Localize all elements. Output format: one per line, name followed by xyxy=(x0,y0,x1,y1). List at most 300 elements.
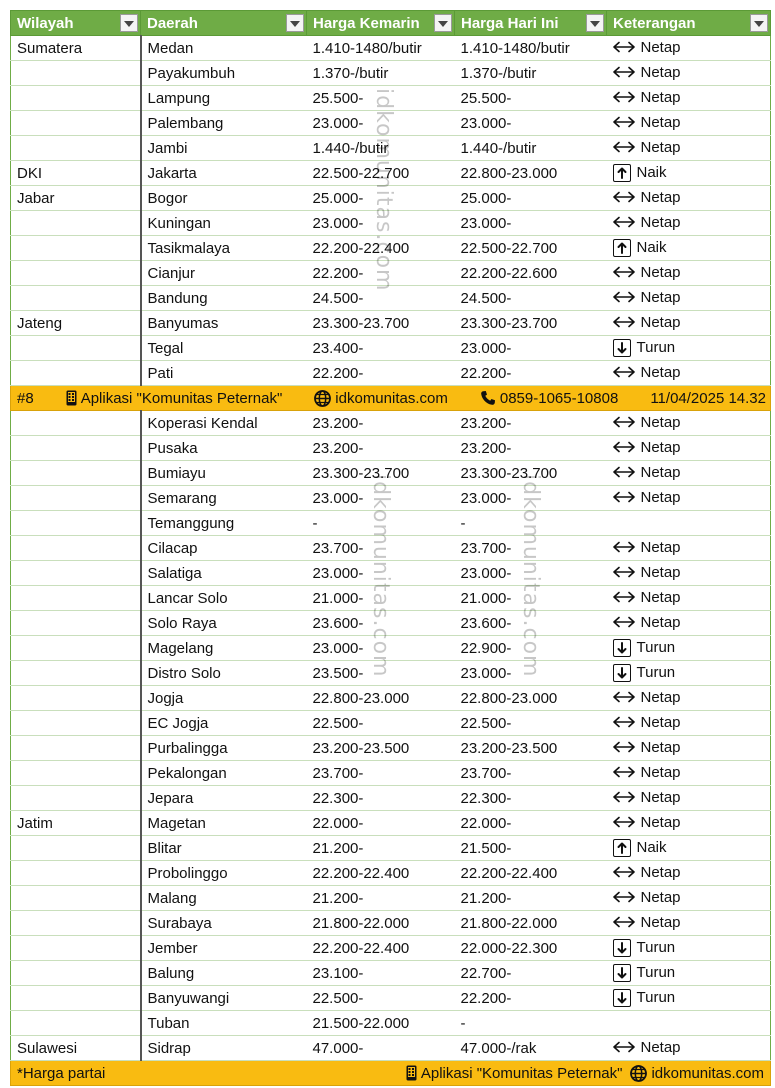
cell-harga-kemarin[interactable]: 23.000- xyxy=(307,111,455,136)
status-label: Netap xyxy=(640,813,681,831)
cell-keterangan[interactable] xyxy=(607,361,771,386)
cell-harga-kemarin[interactable]: 21.200- xyxy=(307,836,455,861)
cell-daerah[interactable]: Semarang xyxy=(141,486,307,511)
left-right-arrow-icon xyxy=(613,566,635,578)
cell-wilayah[interactable] xyxy=(11,886,141,911)
status-label: Netap xyxy=(640,763,681,781)
down-arrow-icon xyxy=(613,964,631,982)
cell-harga-hari-ini[interactable]: 23.200- xyxy=(455,411,607,436)
cell-wilayah[interactable] xyxy=(11,536,141,561)
table-row xyxy=(11,261,771,286)
cell-keterangan[interactable] xyxy=(607,436,771,461)
up-arrow-icon xyxy=(613,839,631,857)
cell-keterangan[interactable] xyxy=(607,286,771,311)
left-right-arrow-icon xyxy=(613,916,635,928)
status-label: Netap xyxy=(640,888,681,906)
cell-harga-kemarin[interactable]: 23.400- xyxy=(307,336,455,361)
cell-harga-kemarin[interactable]: 22.500-22.700 xyxy=(307,161,455,186)
cell-daerah[interactable]: Payakumbuh xyxy=(141,61,307,86)
cell-wilayah[interactable] xyxy=(11,261,141,286)
table-row xyxy=(11,411,771,436)
cell-harga-kemarin[interactable]: 22.200- xyxy=(307,361,455,386)
down-arrow-icon xyxy=(613,939,631,957)
cell-wilayah[interactable] xyxy=(11,711,141,736)
phone-app-icon xyxy=(406,1065,417,1081)
cell-keterangan[interactable] xyxy=(607,611,771,636)
cell-harga-hari-ini[interactable]: 22.800-23.000 xyxy=(455,161,607,186)
cell-harga-kemarin[interactable]: 23.000- xyxy=(307,561,455,586)
left-right-arrow-icon xyxy=(613,441,635,453)
cell-harga-kemarin[interactable]: 23.000- xyxy=(307,486,455,511)
cell-daerah[interactable]: Kuningan xyxy=(141,211,307,236)
left-right-arrow-icon xyxy=(613,616,635,628)
cell-harga-kemarin[interactable]: 22.200-22.400 xyxy=(307,861,455,886)
cell-wilayah[interactable] xyxy=(11,836,141,861)
left-right-arrow-icon xyxy=(613,366,635,378)
banner-phone[interactable]: 0859-1065-10808 xyxy=(480,390,618,407)
cell-keterangan[interactable] xyxy=(607,111,771,136)
left-right-arrow-icon xyxy=(613,266,635,278)
cell-harga-hari-ini[interactable]: 1.410-1480/butir xyxy=(455,36,607,61)
cell-daerah[interactable]: Malang xyxy=(141,886,307,911)
cell-wilayah[interactable]: Jatim xyxy=(11,811,141,836)
cell-harga-hari-ini[interactable]: 23.300-23.700 xyxy=(455,311,607,336)
cell-daerah[interactable]: Salatiga xyxy=(141,561,307,586)
cell-harga-kemarin[interactable]: 21.800-22.000 xyxy=(307,911,455,936)
cell-wilayah[interactable] xyxy=(11,561,141,586)
cell-keterangan[interactable] xyxy=(607,186,771,211)
cell-daerah[interactable]: Medan xyxy=(141,36,307,61)
status-label: Netap xyxy=(640,488,681,506)
left-right-arrow-icon xyxy=(613,141,635,153)
left-right-arrow-icon xyxy=(613,1041,635,1053)
cell-daerah[interactable]: Banyumas xyxy=(141,311,307,336)
up-arrow-icon xyxy=(613,239,631,257)
status-label: Netap xyxy=(640,113,681,131)
left-right-arrow-icon xyxy=(613,816,635,828)
table-row xyxy=(11,961,771,986)
cell-wilayah[interactable] xyxy=(11,486,141,511)
phone-icon xyxy=(480,390,496,406)
left-right-arrow-icon xyxy=(613,716,635,728)
cell-harga-kemarin[interactable]: 22.500- xyxy=(307,711,455,736)
cell-wilayah[interactable] xyxy=(11,461,141,486)
status-label: Naik xyxy=(636,239,667,256)
cell-daerah[interactable]: Blitar xyxy=(141,836,307,861)
cell-wilayah[interactable] xyxy=(11,911,141,936)
cell-harga-kemarin[interactable]: 25.500- xyxy=(307,86,455,111)
left-right-arrow-icon xyxy=(613,66,635,78)
status-label: Turun xyxy=(636,664,676,681)
cell-harga-kemarin[interactable]: 22.200-22.400 xyxy=(307,936,455,961)
cell-harga-hari-ini[interactable]: 22.900- xyxy=(455,636,607,661)
cell-harga-hari-ini[interactable]: 23.300-23.700 xyxy=(455,461,607,486)
status-label: Netap xyxy=(640,188,681,206)
banner-number: #8 xyxy=(17,389,34,407)
cell-daerah[interactable]: Palembang xyxy=(141,111,307,136)
table-row xyxy=(11,561,771,586)
globe-icon xyxy=(630,1065,647,1082)
status-label: Netap xyxy=(640,38,681,56)
cell-daerah[interactable]: Magelang xyxy=(141,636,307,661)
cell-wilayah[interactable] xyxy=(11,661,141,686)
cell-keterangan[interactable] xyxy=(607,811,771,836)
cell-wilayah[interactable] xyxy=(11,511,141,536)
cell-harga-hari-ini[interactable]: 22.200-22.400 xyxy=(455,861,607,886)
left-right-arrow-icon xyxy=(613,216,635,228)
header-row xyxy=(11,11,771,36)
cell-keterangan[interactable] xyxy=(607,986,771,1011)
cell-keterangan[interactable] xyxy=(607,861,771,886)
cell-harga-hari-ini[interactable]: 25.000- xyxy=(455,186,607,211)
left-right-arrow-icon xyxy=(613,291,635,303)
cell-harga-kemarin[interactable]: 22.300- xyxy=(307,786,455,811)
cell-wilayah[interactable] xyxy=(11,211,141,236)
cell-harga-hari-ini[interactable]: 23.000- xyxy=(455,486,607,511)
cell-keterangan[interactable] xyxy=(607,261,771,286)
cell-harga-kemarin[interactable]: 23.100- xyxy=(307,961,455,986)
table-row xyxy=(11,286,771,311)
cell-harga-kemarin[interactable]: 22.200- xyxy=(307,261,455,286)
cell-harga-hari-ini[interactable]: 22.500-22.700 xyxy=(455,236,607,261)
footer-note: *Harga partai xyxy=(17,1064,106,1082)
cell-daerah[interactable]: Magetan xyxy=(141,811,307,836)
cell-daerah[interactable]: Lampung xyxy=(141,86,307,111)
cell-daerah[interactable]: Bumiayu xyxy=(141,461,307,486)
cell-daerah[interactable]: Jogja xyxy=(141,686,307,711)
table-row xyxy=(11,211,771,236)
footer-site[interactable]: idkomunitas.com xyxy=(651,1064,764,1082)
phone-app-icon xyxy=(66,390,77,406)
left-right-arrow-icon xyxy=(613,541,635,553)
cell-keterangan[interactable] xyxy=(607,911,771,936)
cell-harga-hari-ini[interactable]: - xyxy=(455,1011,607,1036)
cell-daerah[interactable]: Bandung xyxy=(141,286,307,311)
status-label: Netap xyxy=(640,863,681,881)
cell-keterangan[interactable] xyxy=(607,1011,771,1036)
cell-harga-hari-ini[interactable]: 23.700- xyxy=(455,761,607,786)
cell-harga-kemarin[interactable]: 1.410-1480/butir xyxy=(307,36,455,61)
cell-keterangan[interactable] xyxy=(607,1036,771,1061)
cell-daerah[interactable]: Surabaya xyxy=(141,911,307,936)
status-label: Netap xyxy=(640,688,681,706)
cell-wilayah[interactable] xyxy=(11,961,141,986)
cell-wilayah[interactable] xyxy=(11,136,141,161)
status-label: Netap xyxy=(640,613,681,631)
cell-harga-kemarin[interactable]: 23.600- xyxy=(307,611,455,636)
cell-harga-hari-ini[interactable]: 22.200- xyxy=(455,361,607,386)
cell-harga-kemarin[interactable]: 22.500- xyxy=(307,986,455,1011)
status-label: Netap xyxy=(640,738,681,756)
cell-keterangan[interactable] xyxy=(607,536,771,561)
filter-dropdown-icon[interactable] xyxy=(120,14,138,32)
cell-wilayah[interactable] xyxy=(11,1011,141,1036)
cell-keterangan[interactable] xyxy=(607,836,771,861)
cell-harga-hari-ini[interactable]: 22.700- xyxy=(455,961,607,986)
cell-harga-hari-ini[interactable]: 24.500- xyxy=(455,286,607,311)
status-label: Netap xyxy=(640,713,681,731)
header-harga-hari-ini: Harga Hari Ini xyxy=(455,11,607,36)
cell-daerah[interactable]: Jambi xyxy=(141,136,307,161)
cell-harga-kemarin[interactable]: - xyxy=(307,511,455,536)
cell-wilayah[interactable] xyxy=(11,761,141,786)
cell-wilayah[interactable] xyxy=(11,861,141,886)
cell-daerah[interactable]: EC Jogja xyxy=(141,711,307,736)
cell-harga-hari-ini[interactable]: 23.000- xyxy=(455,111,607,136)
cell-harga-hari-ini[interactable]: 23.000- xyxy=(455,336,607,361)
cell-daerah[interactable]: Tasikmalaya xyxy=(141,236,307,261)
cell-wilayah[interactable] xyxy=(11,361,141,386)
cell-keterangan[interactable] xyxy=(607,461,771,486)
cell-keterangan[interactable] xyxy=(607,136,771,161)
cell-harga-kemarin[interactable]: 22.200-22.400 xyxy=(307,236,455,261)
table-row xyxy=(11,686,771,711)
banner-site[interactable]: idkomunitas.com xyxy=(314,390,448,407)
price-table xyxy=(10,10,771,1086)
cell-wilayah[interactable]: Jabar xyxy=(11,186,141,211)
cell-harga-kemarin[interactable]: 22.800-23.000 xyxy=(307,686,455,711)
cell-wilayah[interactable] xyxy=(11,436,141,461)
cell-daerah[interactable]: Solo Raya xyxy=(141,611,307,636)
cell-keterangan[interactable] xyxy=(607,336,771,361)
cell-harga-kemarin[interactable]: 23.000- xyxy=(307,636,455,661)
header-harga-kemarin: Harga Kemarin xyxy=(307,11,455,36)
cell-wilayah[interactable] xyxy=(11,936,141,961)
cell-harga-hari-ini[interactable]: 22.000- xyxy=(455,811,607,836)
cell-harga-hari-ini[interactable]: 22.300- xyxy=(455,786,607,811)
status-label: Netap xyxy=(640,588,681,606)
cell-keterangan[interactable] xyxy=(607,686,771,711)
filter-dropdown-icon[interactable] xyxy=(434,14,452,32)
cell-keterangan[interactable] xyxy=(607,736,771,761)
cell-harga-hari-ini[interactable]: 22.200-22.600 xyxy=(455,261,607,286)
cell-wilayah[interactable] xyxy=(11,86,141,111)
cell-keterangan[interactable] xyxy=(607,936,771,961)
cell-daerah[interactable]: Lancar Solo xyxy=(141,586,307,611)
cell-daerah[interactable]: Koperasi Kendal xyxy=(141,411,307,436)
cell-harga-kemarin[interactable]: 23.200- xyxy=(307,436,455,461)
cell-harga-hari-ini[interactable]: 23.600- xyxy=(455,611,607,636)
cell-daerah[interactable]: Tegal xyxy=(141,336,307,361)
status-label: Turun xyxy=(636,964,676,981)
cell-wilayah[interactable] xyxy=(11,686,141,711)
cell-keterangan[interactable] xyxy=(607,561,771,586)
cell-daerah[interactable]: Banyuwangi xyxy=(141,986,307,1011)
cell-harga-hari-ini[interactable]: 21.500- xyxy=(455,836,607,861)
cell-harga-hari-ini[interactable]: 22.500- xyxy=(455,711,607,736)
status-label: Turun xyxy=(636,939,676,956)
cell-keterangan[interactable] xyxy=(607,711,771,736)
left-right-arrow-icon xyxy=(613,41,635,53)
table-row xyxy=(11,886,771,911)
table-row xyxy=(11,1011,771,1036)
cell-daerah[interactable]: Pekalongan xyxy=(141,761,307,786)
table-row xyxy=(11,761,771,786)
cell-harga-kemarin[interactable]: 23.200- xyxy=(307,411,455,436)
cell-keterangan[interactable] xyxy=(607,86,771,111)
cell-harga-kemarin[interactable]: 25.000- xyxy=(307,186,455,211)
cell-keterangan[interactable] xyxy=(607,411,771,436)
cell-keterangan[interactable] xyxy=(607,511,771,536)
cell-keterangan[interactable] xyxy=(607,36,771,61)
banner-app: Aplikasi "Komunitas Peternak" xyxy=(66,390,283,407)
cell-harga-hari-ini[interactable]: 23.000- xyxy=(455,561,607,586)
filter-dropdown-icon[interactable] xyxy=(286,14,304,32)
cell-harga-kemarin[interactable]: 23.000- xyxy=(307,211,455,236)
cell-harga-kemarin[interactable]: 23.300-23.700 xyxy=(307,461,455,486)
cell-keterangan[interactable] xyxy=(607,636,771,661)
cell-daerah[interactable]: Cianjur xyxy=(141,261,307,286)
cell-harga-hari-ini[interactable]: 23.700- xyxy=(455,536,607,561)
cell-harga-kemarin[interactable]: 23.500- xyxy=(307,661,455,686)
cell-harga-hari-ini[interactable]: 47.000-/rak xyxy=(455,1036,607,1061)
left-right-arrow-icon xyxy=(613,116,635,128)
cell-wilayah[interactable]: Jateng xyxy=(11,311,141,336)
cell-wilayah[interactable] xyxy=(11,61,141,86)
cell-wilayah[interactable] xyxy=(11,986,141,1011)
cell-wilayah[interactable] xyxy=(11,586,141,611)
cell-daerah[interactable]: Purbalingga xyxy=(141,736,307,761)
cell-wilayah[interactable] xyxy=(11,411,141,436)
cell-daerah[interactable]: Pusaka xyxy=(141,436,307,461)
cell-harga-kemarin[interactable]: 23.200-23.500 xyxy=(307,736,455,761)
cell-harga-hari-ini[interactable]: 21.000- xyxy=(455,586,607,611)
cell-wilayah[interactable]: DKI xyxy=(11,161,141,186)
status-label: Netap xyxy=(640,138,681,156)
filter-dropdown-icon[interactable] xyxy=(586,14,604,32)
cell-harga-kemarin[interactable]: 24.500- xyxy=(307,286,455,311)
status-label: Netap xyxy=(640,1038,681,1056)
cell-daerah[interactable]: Jepara xyxy=(141,786,307,811)
status-label: Naik xyxy=(636,839,667,856)
cell-keterangan[interactable] xyxy=(607,236,771,261)
cell-harga-kemarin[interactable]: 21.200- xyxy=(307,886,455,911)
cell-harga-hari-ini[interactable]: 1.370-/butir xyxy=(455,61,607,86)
filter-dropdown-icon[interactable] xyxy=(750,14,768,32)
cell-harga-hari-ini[interactable]: 21.800-22.000 xyxy=(455,911,607,936)
cell-harga-kemarin[interactable]: 21.500-22.000 xyxy=(307,1011,455,1036)
table-row xyxy=(11,661,771,686)
cell-keterangan[interactable] xyxy=(607,61,771,86)
promo-banner-row xyxy=(11,386,771,411)
cell-wilayah[interactable] xyxy=(11,786,141,811)
cell-harga-kemarin[interactable]: 23.700- xyxy=(307,536,455,561)
cell-harga-hari-ini[interactable]: - xyxy=(455,511,607,536)
down-arrow-icon xyxy=(613,339,631,357)
status-label: Netap xyxy=(640,913,681,931)
cell-keterangan[interactable] xyxy=(607,211,771,236)
table-row xyxy=(11,536,771,561)
left-right-arrow-icon xyxy=(613,466,635,478)
cell-wilayah[interactable]: Sulawesi xyxy=(11,1036,141,1061)
cell-daerah[interactable]: Sidrap xyxy=(141,1036,307,1061)
cell-daerah[interactable]: Distro Solo xyxy=(141,661,307,686)
cell-keterangan[interactable] xyxy=(607,486,771,511)
cell-daerah[interactable]: Jakarta xyxy=(141,161,307,186)
down-arrow-icon xyxy=(613,989,631,1007)
status-label: Netap xyxy=(640,313,681,331)
cell-harga-hari-ini[interactable]: 21.200- xyxy=(455,886,607,911)
cell-harga-hari-ini[interactable]: 1.440-/butir xyxy=(455,136,607,161)
table-row xyxy=(11,611,771,636)
cell-keterangan[interactable] xyxy=(607,961,771,986)
footer-links: Aplikasi "Komunitas Peternak" idkomunitas.com xyxy=(406,1065,764,1082)
footer-row xyxy=(11,1061,771,1086)
cell-harga-hari-ini[interactable]: 23.200-23.500 xyxy=(455,736,607,761)
cell-daerah[interactable]: Pati xyxy=(141,361,307,386)
down-arrow-icon xyxy=(613,639,631,657)
status-label: Netap xyxy=(640,263,681,281)
watermark: idkomunitas.com xyxy=(518,474,543,678)
left-right-arrow-icon xyxy=(613,191,635,203)
cell-harga-hari-ini[interactable]: 23.000- xyxy=(455,211,607,236)
cell-harga-hari-ini[interactable]: 25.500- xyxy=(455,86,607,111)
cell-daerah[interactable]: Jember xyxy=(141,936,307,961)
cell-wilayah[interactable]: Sumatera xyxy=(11,36,141,61)
cell-harga-hari-ini[interactable]: 22.000-22.300 xyxy=(455,936,607,961)
cell-keterangan[interactable] xyxy=(607,586,771,611)
cell-harga-kemarin[interactable]: 23.700- xyxy=(307,761,455,786)
cell-daerah[interactable]: Cilacap xyxy=(141,536,307,561)
cell-keterangan[interactable] xyxy=(607,311,771,336)
cell-keterangan[interactable] xyxy=(607,761,771,786)
cell-keterangan[interactable] xyxy=(607,161,771,186)
cell-harga-hari-ini[interactable]: 23.200- xyxy=(455,436,607,461)
cell-harga-kemarin[interactable]: 21.000- xyxy=(307,586,455,611)
up-arrow-icon xyxy=(613,164,631,182)
status-label: Netap xyxy=(640,538,681,556)
cell-wilayah[interactable] xyxy=(11,111,141,136)
cell-daerah[interactable]: Probolinggo xyxy=(141,861,307,886)
cell-daerah[interactable]: Tuban xyxy=(141,1011,307,1036)
cell-harga-kemarin[interactable]: 22.000- xyxy=(307,811,455,836)
cell-wilayah[interactable] xyxy=(11,636,141,661)
left-right-arrow-icon xyxy=(613,691,635,703)
table-row xyxy=(11,986,771,1011)
status-label: Netap xyxy=(640,463,681,481)
table-row xyxy=(11,786,771,811)
status-label: Netap xyxy=(640,288,681,306)
cell-harga-hari-ini[interactable]: 23.000- xyxy=(455,661,607,686)
watermark: idkomunitas.com xyxy=(371,88,396,292)
status-label: Netap xyxy=(640,363,681,381)
header-wilayah: Wilayah xyxy=(11,11,141,36)
cell-wilayah[interactable] xyxy=(11,736,141,761)
cell-keterangan[interactable] xyxy=(607,661,771,686)
cell-harga-kemarin[interactable]: 23.300-23.700 xyxy=(307,311,455,336)
cell-wilayah[interactable] xyxy=(11,611,141,636)
table-row xyxy=(11,361,771,386)
cell-wilayah[interactable] xyxy=(11,236,141,261)
table-row xyxy=(11,36,771,61)
cell-harga-kemarin[interactable]: 47.000- xyxy=(307,1036,455,1061)
cell-wilayah[interactable] xyxy=(11,336,141,361)
cell-keterangan[interactable] xyxy=(607,886,771,911)
status-label: Netap xyxy=(640,438,681,456)
cell-wilayah[interactable] xyxy=(11,286,141,311)
table-row xyxy=(11,636,771,661)
cell-harga-kemarin[interactable]: 1.440-/butir xyxy=(307,136,455,161)
cell-daerah[interactable]: Bogor xyxy=(141,186,307,211)
cell-daerah[interactable]: Balung xyxy=(141,961,307,986)
cell-harga-hari-ini[interactable]: 22.200- xyxy=(455,986,607,1011)
cell-daerah[interactable]: Temanggung xyxy=(141,511,307,536)
cell-harga-hari-ini[interactable]: 22.800-23.000 xyxy=(455,686,607,711)
cell-keterangan[interactable] xyxy=(607,786,771,811)
cell-harga-kemarin[interactable]: 1.370-/butir xyxy=(307,61,455,86)
globe-icon xyxy=(314,390,331,407)
table-row xyxy=(11,461,771,486)
